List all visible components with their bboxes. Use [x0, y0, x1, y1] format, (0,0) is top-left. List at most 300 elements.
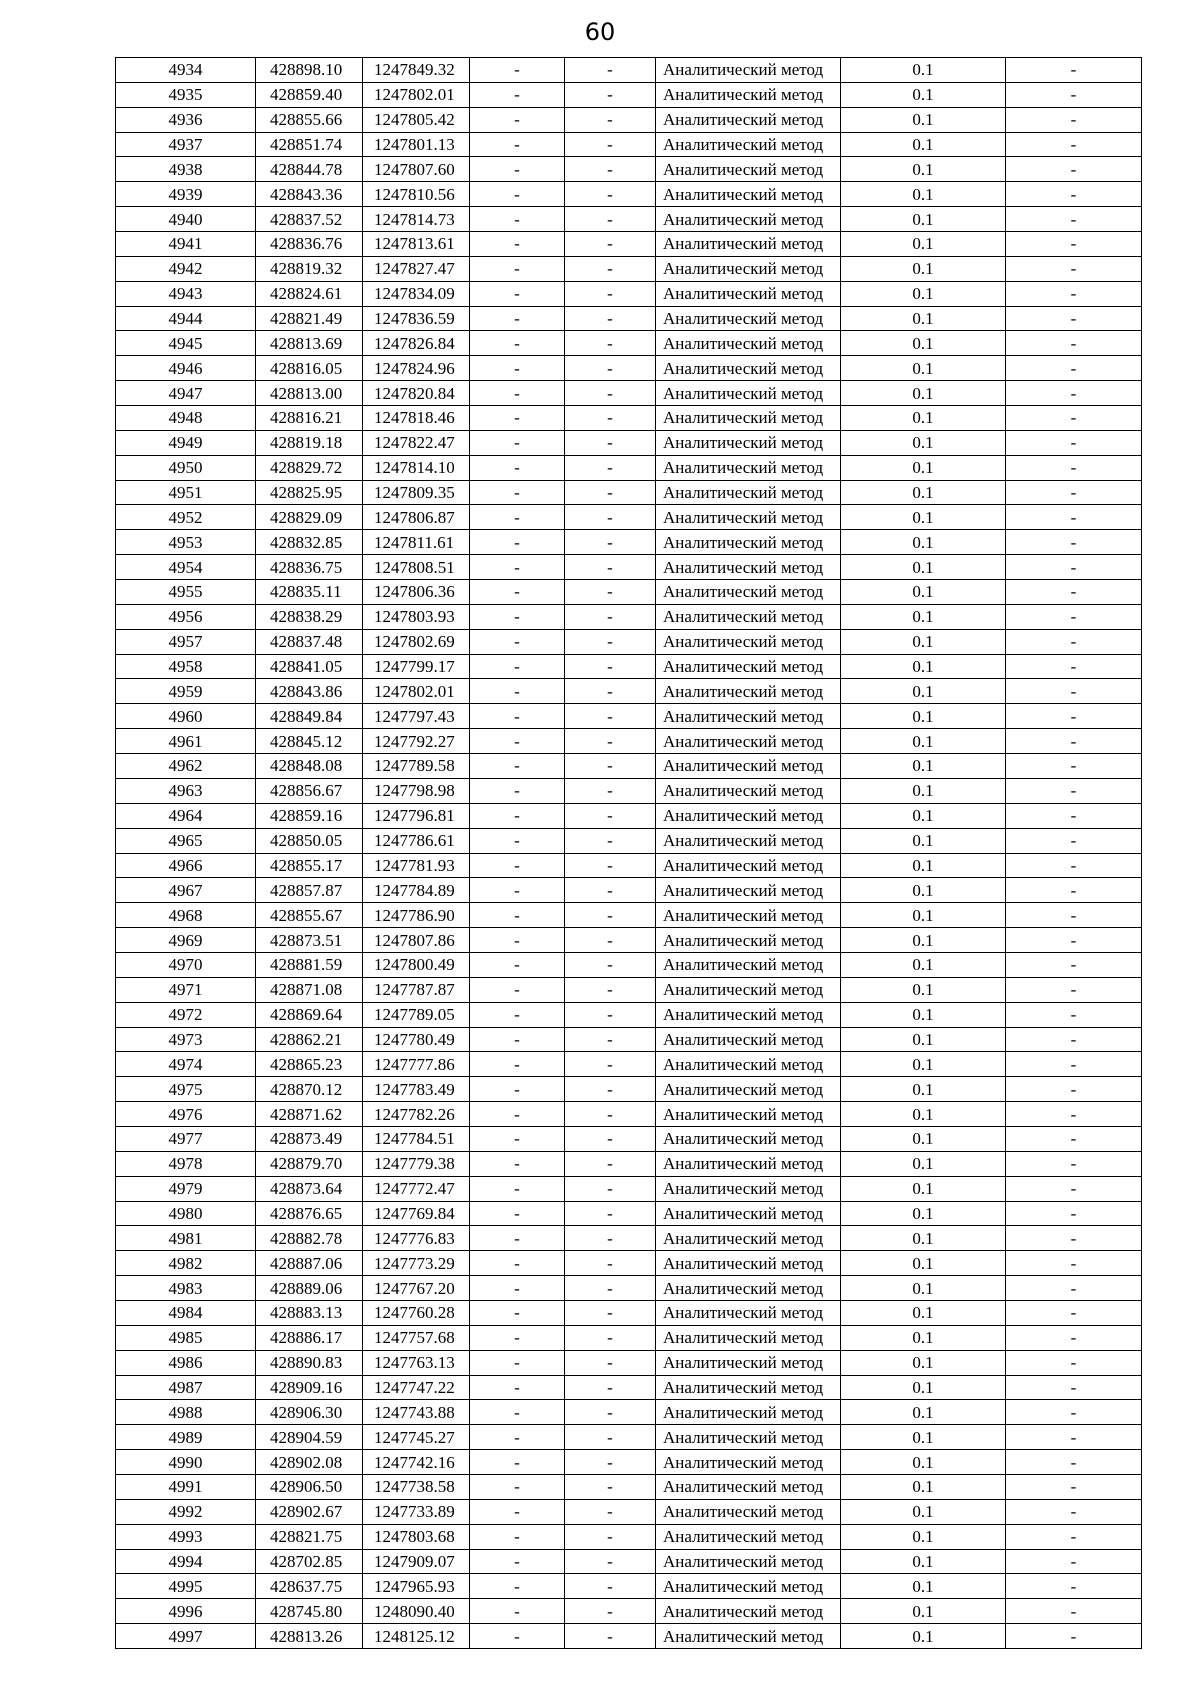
empty-cell-c: -	[1006, 107, 1142, 132]
empty-cell-c: -	[1006, 679, 1142, 704]
table-row	[116, 977, 1142, 1002]
empty-cell-b: -	[565, 878, 656, 903]
method-cell: Аналитический метод	[656, 704, 841, 729]
x-coordinate-cell: 428836.76	[256, 232, 363, 257]
empty-cell-a: -	[470, 679, 565, 704]
x-coordinate-cell: 428848.08	[256, 754, 363, 779]
x-coordinate-cell: 428862.21	[256, 1027, 363, 1052]
empty-cell-a: -	[470, 1474, 565, 1499]
table-row	[116, 182, 1142, 207]
accuracy-cell: 0.1	[841, 1450, 1006, 1475]
point-number-cell: 4996	[116, 1599, 256, 1624]
table-row	[116, 828, 1142, 853]
accuracy-cell: 0.1	[841, 281, 1006, 306]
empty-cell-b: -	[565, 1375, 656, 1400]
point-number-cell: 4983	[116, 1276, 256, 1301]
point-number-cell: 4968	[116, 903, 256, 928]
empty-cell-a: -	[470, 406, 565, 431]
method-cell: Аналитический метод	[656, 1276, 841, 1301]
empty-cell-c: -	[1006, 1176, 1142, 1201]
page-number: 60	[584, 18, 616, 46]
accuracy-cell: 0.1	[841, 679, 1006, 704]
empty-cell-b: -	[565, 828, 656, 853]
y-coordinate-cell: 1247814.10	[363, 455, 470, 480]
x-coordinate-cell: 428902.67	[256, 1499, 363, 1524]
empty-cell-c: -	[1006, 1126, 1142, 1151]
empty-cell-c: -	[1006, 1599, 1142, 1624]
x-coordinate-cell: 428906.30	[256, 1400, 363, 1425]
empty-cell-b: -	[565, 82, 656, 107]
point-number-cell: 4934	[116, 58, 256, 83]
method-cell: Аналитический метод	[656, 157, 841, 182]
x-coordinate-cell: 428882.78	[256, 1226, 363, 1251]
table-row	[116, 580, 1142, 605]
method-cell: Аналитический метод	[656, 207, 841, 232]
empty-cell-a: -	[470, 1226, 565, 1251]
x-coordinate-cell: 428850.05	[256, 828, 363, 853]
empty-cell-a: -	[470, 604, 565, 629]
point-number-cell: 4985	[116, 1325, 256, 1350]
empty-cell-c: -	[1006, 1474, 1142, 1499]
empty-cell-c: -	[1006, 480, 1142, 505]
point-number-cell: 4988	[116, 1400, 256, 1425]
table-row	[116, 58, 1142, 83]
x-coordinate-cell: 428871.08	[256, 977, 363, 1002]
empty-cell-b: -	[565, 1176, 656, 1201]
y-coordinate-cell: 1247784.89	[363, 878, 470, 903]
x-coordinate-cell: 428816.21	[256, 406, 363, 431]
y-coordinate-cell: 1247820.84	[363, 381, 470, 406]
accuracy-cell: 0.1	[841, 58, 1006, 83]
point-number-cell: 4944	[116, 306, 256, 331]
empty-cell-b: -	[565, 1624, 656, 1649]
empty-cell-c: -	[1006, 1325, 1142, 1350]
point-number-cell: 4995	[116, 1574, 256, 1599]
y-coordinate-cell: 1247745.27	[363, 1425, 470, 1450]
accuracy-cell: 0.1	[841, 1102, 1006, 1127]
table-row	[116, 778, 1142, 803]
empty-cell-c: -	[1006, 1052, 1142, 1077]
accuracy-cell: 0.1	[841, 1226, 1006, 1251]
empty-cell-c: -	[1006, 505, 1142, 530]
point-number-cell: 4939	[116, 182, 256, 207]
table-row	[116, 530, 1142, 555]
method-cell: Аналитический метод	[656, 1052, 841, 1077]
y-coordinate-cell: 1247763.13	[363, 1350, 470, 1375]
empty-cell-c: -	[1006, 1549, 1142, 1574]
empty-cell-c: -	[1006, 878, 1142, 903]
accuracy-cell: 0.1	[841, 1027, 1006, 1052]
y-coordinate-cell: 1247786.90	[363, 903, 470, 928]
table-row	[116, 1251, 1142, 1276]
point-number-cell: 4947	[116, 381, 256, 406]
x-coordinate-cell: 428702.85	[256, 1549, 363, 1574]
empty-cell-a: -	[470, 704, 565, 729]
empty-cell-c: -	[1006, 1002, 1142, 1027]
empty-cell-a: -	[470, 430, 565, 455]
empty-cell-a: -	[470, 654, 565, 679]
empty-cell-b: -	[565, 1151, 656, 1176]
accuracy-cell: 0.1	[841, 1499, 1006, 1524]
y-coordinate-cell: 1247787.87	[363, 977, 470, 1002]
x-coordinate-cell: 428865.23	[256, 1052, 363, 1077]
accuracy-cell: 0.1	[841, 1624, 1006, 1649]
point-number-cell: 4938	[116, 157, 256, 182]
x-coordinate-cell: 428837.48	[256, 629, 363, 654]
empty-cell-c: -	[1006, 803, 1142, 828]
empty-cell-c: -	[1006, 132, 1142, 157]
empty-cell-a: -	[470, 107, 565, 132]
x-coordinate-cell: 428859.40	[256, 82, 363, 107]
accuracy-cell: 0.1	[841, 455, 1006, 480]
table-row	[116, 952, 1142, 977]
empty-cell-a: -	[470, 977, 565, 1002]
empty-cell-c: -	[1006, 281, 1142, 306]
method-cell: Аналитический метод	[656, 580, 841, 605]
method-cell: Аналитический метод	[656, 480, 841, 505]
empty-cell-a: -	[470, 182, 565, 207]
accuracy-cell: 0.1	[841, 331, 1006, 356]
method-cell: Аналитический метод	[656, 1499, 841, 1524]
empty-cell-a: -	[470, 132, 565, 157]
method-cell: Аналитический метод	[656, 754, 841, 779]
empty-cell-c: -	[1006, 1027, 1142, 1052]
y-coordinate-cell: 1247742.16	[363, 1450, 470, 1475]
y-coordinate-cell: 1247781.93	[363, 853, 470, 878]
empty-cell-a: -	[470, 1201, 565, 1226]
empty-cell-a: -	[470, 1549, 565, 1574]
x-coordinate-cell: 428857.87	[256, 878, 363, 903]
table-row	[116, 704, 1142, 729]
x-coordinate-cell: 428824.61	[256, 281, 363, 306]
accuracy-cell: 0.1	[841, 1350, 1006, 1375]
empty-cell-b: -	[565, 1276, 656, 1301]
empty-cell-c: -	[1006, 455, 1142, 480]
y-coordinate-cell: 1247738.58	[363, 1474, 470, 1499]
y-coordinate-cell: 1247782.26	[363, 1102, 470, 1127]
empty-cell-a: -	[470, 1375, 565, 1400]
method-cell: Аналитический метод	[656, 1450, 841, 1475]
x-coordinate-cell: 428855.67	[256, 903, 363, 928]
empty-cell-b: -	[565, 281, 656, 306]
method-cell: Аналитический метод	[656, 1375, 841, 1400]
method-cell: Аналитический метод	[656, 654, 841, 679]
empty-cell-a: -	[470, 778, 565, 803]
accuracy-cell: 0.1	[841, 1176, 1006, 1201]
x-coordinate-cell: 428886.17	[256, 1325, 363, 1350]
method-cell: Аналитический метод	[656, 1151, 841, 1176]
empty-cell-a: -	[470, 878, 565, 903]
empty-cell-a: -	[470, 331, 565, 356]
x-coordinate-cell: 428838.29	[256, 604, 363, 629]
table-row	[116, 729, 1142, 754]
method-cell: Аналитический метод	[656, 107, 841, 132]
empty-cell-a: -	[470, 729, 565, 754]
empty-cell-c: -	[1006, 1350, 1142, 1375]
point-number-cell: 4989	[116, 1425, 256, 1450]
empty-cell-a: -	[470, 1126, 565, 1151]
empty-cell-b: -	[565, 1599, 656, 1624]
x-coordinate-cell: 428909.16	[256, 1375, 363, 1400]
x-coordinate-cell: 428832.85	[256, 530, 363, 555]
table-row	[116, 1524, 1142, 1549]
y-coordinate-cell: 1247784.51	[363, 1126, 470, 1151]
accuracy-cell: 0.1	[841, 1300, 1006, 1325]
x-coordinate-cell: 428835.11	[256, 580, 363, 605]
point-number-cell: 4941	[116, 232, 256, 257]
y-coordinate-cell: 1247798.98	[363, 778, 470, 803]
empty-cell-c: -	[1006, 580, 1142, 605]
accuracy-cell: 0.1	[841, 505, 1006, 530]
method-cell: Аналитический метод	[656, 1474, 841, 1499]
empty-cell-b: -	[565, 430, 656, 455]
accuracy-cell: 0.1	[841, 604, 1006, 629]
accuracy-cell: 0.1	[841, 853, 1006, 878]
x-coordinate-cell: 428813.26	[256, 1624, 363, 1649]
empty-cell-b: -	[565, 1474, 656, 1499]
point-number-cell: 4976	[116, 1102, 256, 1127]
empty-cell-b: -	[565, 530, 656, 555]
accuracy-cell: 0.1	[841, 381, 1006, 406]
accuracy-cell: 0.1	[841, 555, 1006, 580]
y-coordinate-cell: 1247733.89	[363, 1499, 470, 1524]
y-coordinate-cell: 1248090.40	[363, 1599, 470, 1624]
accuracy-cell: 0.1	[841, 1151, 1006, 1176]
x-coordinate-cell: 428855.66	[256, 107, 363, 132]
empty-cell-c: -	[1006, 1624, 1142, 1649]
point-number-cell: 4987	[116, 1375, 256, 1400]
empty-cell-a: -	[470, 82, 565, 107]
x-coordinate-cell: 428745.80	[256, 1599, 363, 1624]
table-row	[116, 754, 1142, 779]
empty-cell-c: -	[1006, 1300, 1142, 1325]
x-coordinate-cell: 428819.18	[256, 430, 363, 455]
accuracy-cell: 0.1	[841, 356, 1006, 381]
accuracy-cell: 0.1	[841, 406, 1006, 431]
method-cell: Аналитический метод	[656, 356, 841, 381]
table-row	[116, 1226, 1142, 1251]
method-cell: Аналитический метод	[656, 1300, 841, 1325]
accuracy-cell: 0.1	[841, 903, 1006, 928]
x-coordinate-cell: 428889.06	[256, 1276, 363, 1301]
empty-cell-c: -	[1006, 356, 1142, 381]
x-coordinate-cell: 428837.52	[256, 207, 363, 232]
empty-cell-b: -	[565, 1201, 656, 1226]
empty-cell-c: -	[1006, 331, 1142, 356]
method-cell: Аналитический метод	[656, 555, 841, 580]
accuracy-cell: 0.1	[841, 928, 1006, 953]
empty-cell-a: -	[470, 58, 565, 83]
table-row	[116, 132, 1142, 157]
empty-cell-a: -	[470, 754, 565, 779]
table-row	[116, 1052, 1142, 1077]
method-cell: Аналитический метод	[656, 1201, 841, 1226]
point-number-cell: 4963	[116, 778, 256, 803]
empty-cell-a: -	[470, 1450, 565, 1475]
y-coordinate-cell: 1247769.84	[363, 1201, 470, 1226]
point-number-cell: 4954	[116, 555, 256, 580]
empty-cell-b: -	[565, 480, 656, 505]
method-cell: Аналитический метод	[656, 1002, 841, 1027]
method-cell: Аналитический метод	[656, 828, 841, 853]
table-row	[116, 480, 1142, 505]
empty-cell-b: -	[565, 1002, 656, 1027]
empty-cell-a: -	[470, 1350, 565, 1375]
accuracy-cell: 0.1	[841, 1325, 1006, 1350]
point-number-cell: 4949	[116, 430, 256, 455]
point-number-cell: 4964	[116, 803, 256, 828]
table-row	[116, 356, 1142, 381]
x-coordinate-cell: 428902.08	[256, 1450, 363, 1475]
empty-cell-b: -	[565, 1126, 656, 1151]
empty-cell-b: -	[565, 977, 656, 1002]
method-cell: Аналитический метод	[656, 281, 841, 306]
table-row	[116, 1624, 1142, 1649]
accuracy-cell: 0.1	[841, 629, 1006, 654]
point-number-cell: 4979	[116, 1176, 256, 1201]
empty-cell-c: -	[1006, 306, 1142, 331]
point-number-cell: 4955	[116, 580, 256, 605]
point-number-cell: 4975	[116, 1077, 256, 1102]
accuracy-cell: 0.1	[841, 754, 1006, 779]
y-coordinate-cell: 1247792.27	[363, 729, 470, 754]
accuracy-cell: 0.1	[841, 107, 1006, 132]
point-number-cell: 4943	[116, 281, 256, 306]
empty-cell-b: -	[565, 455, 656, 480]
empty-cell-a: -	[470, 629, 565, 654]
method-cell: Аналитический метод	[656, 306, 841, 331]
table-row	[116, 1176, 1142, 1201]
empty-cell-a: -	[470, 207, 565, 232]
empty-cell-c: -	[1006, 430, 1142, 455]
x-coordinate-cell: 428906.50	[256, 1474, 363, 1499]
accuracy-cell: 0.1	[841, 232, 1006, 257]
method-cell: Аналитический метод	[656, 629, 841, 654]
empty-cell-c: -	[1006, 555, 1142, 580]
table-row	[116, 157, 1142, 182]
method-cell: Аналитический метод	[656, 331, 841, 356]
point-number-cell: 4981	[116, 1226, 256, 1251]
empty-cell-a: -	[470, 1151, 565, 1176]
y-coordinate-cell: 1247802.69	[363, 629, 470, 654]
empty-cell-c: -	[1006, 1077, 1142, 1102]
table-row	[116, 505, 1142, 530]
table-row	[116, 1400, 1142, 1425]
empty-cell-b: -	[565, 580, 656, 605]
point-number-cell: 4971	[116, 977, 256, 1002]
point-number-cell: 4994	[116, 1549, 256, 1574]
method-cell: Аналитический метод	[656, 1400, 841, 1425]
table-row	[116, 1499, 1142, 1524]
point-number-cell: 4945	[116, 331, 256, 356]
empty-cell-b: -	[565, 952, 656, 977]
accuracy-cell: 0.1	[841, 157, 1006, 182]
y-coordinate-cell: 1247773.29	[363, 1251, 470, 1276]
method-cell: Аналитический метод	[656, 1549, 841, 1574]
point-number-cell: 4972	[116, 1002, 256, 1027]
method-cell: Аналитический метод	[656, 381, 841, 406]
empty-cell-c: -	[1006, 256, 1142, 281]
y-coordinate-cell: 1247818.46	[363, 406, 470, 431]
point-number-cell: 4992	[116, 1499, 256, 1524]
table-row	[116, 679, 1142, 704]
accuracy-cell: 0.1	[841, 182, 1006, 207]
x-coordinate-cell: 428829.72	[256, 455, 363, 480]
point-number-cell: 4937	[116, 132, 256, 157]
table-row	[116, 1450, 1142, 1475]
empty-cell-a: -	[470, 306, 565, 331]
empty-cell-a: -	[470, 1276, 565, 1301]
empty-cell-c: -	[1006, 853, 1142, 878]
x-coordinate-cell: 428904.59	[256, 1425, 363, 1450]
accuracy-cell: 0.1	[841, 207, 1006, 232]
accuracy-cell: 0.1	[841, 480, 1006, 505]
method-cell: Аналитический метод	[656, 182, 841, 207]
method-cell: Аналитический метод	[656, 977, 841, 1002]
point-number-cell: 4950	[116, 455, 256, 480]
point-number-cell: 4961	[116, 729, 256, 754]
table-row	[116, 1027, 1142, 1052]
accuracy-cell: 0.1	[841, 306, 1006, 331]
y-coordinate-cell: 1247777.86	[363, 1052, 470, 1077]
empty-cell-c: -	[1006, 604, 1142, 629]
x-coordinate-cell: 428890.83	[256, 1350, 363, 1375]
point-number-cell: 4958	[116, 654, 256, 679]
y-coordinate-cell: 1247799.17	[363, 654, 470, 679]
method-cell: Аналитический метод	[656, 1624, 841, 1649]
accuracy-cell: 0.1	[841, 704, 1006, 729]
empty-cell-c: -	[1006, 406, 1142, 431]
empty-cell-a: -	[470, 1300, 565, 1325]
point-number-cell: 4956	[116, 604, 256, 629]
point-number-cell: 4940	[116, 207, 256, 232]
y-coordinate-cell: 1247811.61	[363, 530, 470, 555]
empty-cell-b: -	[565, 1226, 656, 1251]
table-row	[116, 1102, 1142, 1127]
accuracy-cell: 0.1	[841, 828, 1006, 853]
accuracy-cell: 0.1	[841, 132, 1006, 157]
x-coordinate-cell: 428849.84	[256, 704, 363, 729]
empty-cell-a: -	[470, 1400, 565, 1425]
accuracy-cell: 0.1	[841, 1077, 1006, 1102]
y-coordinate-cell: 1247801.13	[363, 132, 470, 157]
empty-cell-c: -	[1006, 928, 1142, 953]
empty-cell-a: -	[470, 580, 565, 605]
empty-cell-b: -	[565, 1102, 656, 1127]
empty-cell-a: -	[470, 1599, 565, 1624]
empty-cell-c: -	[1006, 1375, 1142, 1400]
empty-cell-b: -	[565, 331, 656, 356]
x-coordinate-cell: 428873.64	[256, 1176, 363, 1201]
empty-cell-a: -	[470, 903, 565, 928]
accuracy-cell: 0.1	[841, 977, 1006, 1002]
empty-cell-b: -	[565, 928, 656, 953]
method-cell: Аналитический метод	[656, 1077, 841, 1102]
point-number-cell: 4982	[116, 1251, 256, 1276]
method-cell: Аналитический метод	[656, 1425, 841, 1450]
x-coordinate-cell: 428843.86	[256, 679, 363, 704]
table-row	[116, 207, 1142, 232]
y-coordinate-cell: 1247796.81	[363, 803, 470, 828]
x-coordinate-cell: 428813.69	[256, 331, 363, 356]
point-number-cell: 4960	[116, 704, 256, 729]
accuracy-cell: 0.1	[841, 952, 1006, 977]
x-coordinate-cell: 428855.17	[256, 853, 363, 878]
accuracy-cell: 0.1	[841, 1201, 1006, 1226]
accuracy-cell: 0.1	[841, 1425, 1006, 1450]
empty-cell-b: -	[565, 1251, 656, 1276]
table-row	[116, 1574, 1142, 1599]
